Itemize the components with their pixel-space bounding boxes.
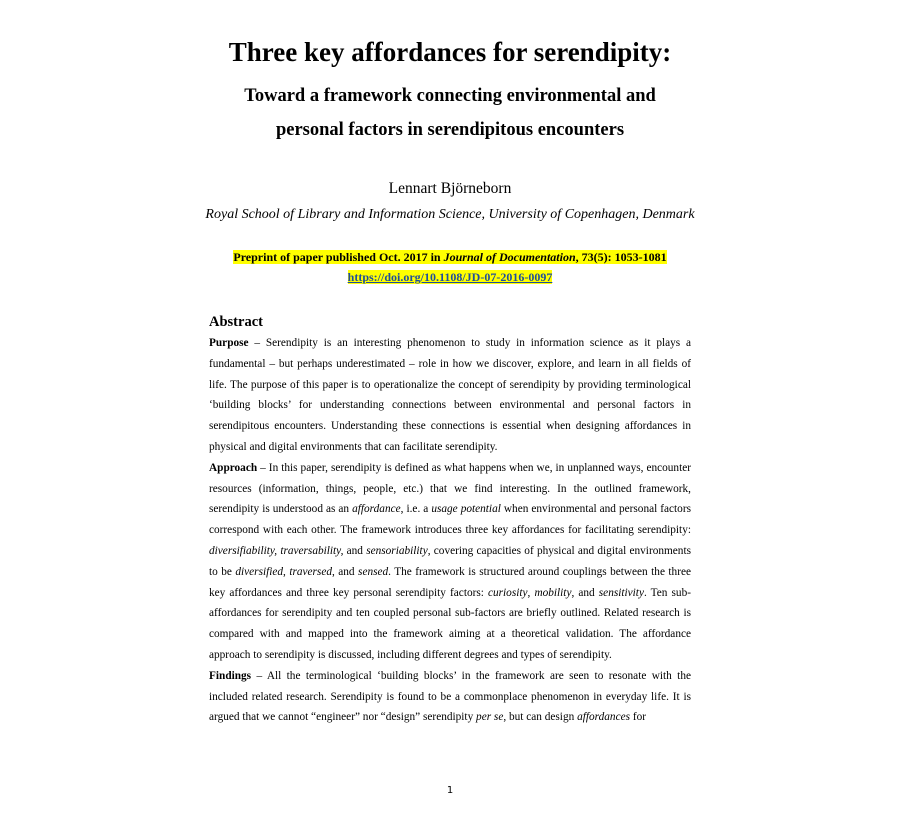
findings-text: , but can design xyxy=(503,711,578,724)
doi-highlight xyxy=(348,270,553,284)
doi-line xyxy=(0,269,900,285)
approach-label: Approach xyxy=(209,461,258,474)
preprint-suffix: , 73(5): 1053-1081 xyxy=(575,250,667,264)
author-affiliation: Royal School of Library and Information Science, University of Copenhagen, Denmark xyxy=(205,207,695,222)
approach-emphasis: traversed xyxy=(289,565,332,578)
approach-emphasis: affordance xyxy=(352,503,401,516)
preprint-notice xyxy=(0,249,900,265)
approach-emphasis: curiosity xyxy=(487,586,528,599)
approach-text: . The framework is structured around couplings between the three key affordances and three key personal serendipity factors: xyxy=(209,565,691,599)
journal-name: Journal of Documentation xyxy=(443,250,576,264)
paper-title: Three key affordances for serendipity: xyxy=(228,37,672,67)
author-name: Lennart Björneborn xyxy=(388,180,512,197)
findings-text: for xyxy=(630,711,646,724)
approach-emphasis: usage potential xyxy=(431,503,501,516)
approach-text: , and xyxy=(332,565,359,578)
findings-emphasis: affordances xyxy=(577,711,630,724)
preprint-prefix: Preprint of paper published Oct. 2017 in xyxy=(233,250,444,264)
abstract-body xyxy=(209,333,691,728)
findings-label: Findings xyxy=(209,669,252,682)
paper-subtitle-line-2: personal factors in serendipitous encounters xyxy=(275,120,625,140)
abstract-findings xyxy=(209,666,691,728)
approach-text: , i.e. a xyxy=(400,503,432,516)
approach-emphasis: sensoriability xyxy=(366,544,428,557)
preprint-highlight xyxy=(233,250,666,264)
approach-emphasis: diversified xyxy=(235,565,284,578)
doi-link[interactable]: https://doi.org/10.1108/JD-07-2016-0097 xyxy=(347,270,553,284)
approach-text: , xyxy=(283,565,290,578)
approach-text: – In this paper, serendipity is defined as what happens when we, in unplanned ways, encounter resources (information, things, people, etc.) that we find interesting. In the outlined framework, serendipity is understood as an xyxy=(209,461,691,516)
abstract-approach xyxy=(209,458,691,666)
purpose-text: – Serendipity is an interesting phenomenon to study in information science as it plays a fundamental – but perhaps underestimated – role in how we discover, explore, and learn in all fields of life. The purpose of this paper is to operationalize the concept of serendipity by providing terminological ‘building blocks’ for understanding connections between environmental and personal factors in serendipitous encounters. Understanding these connections is essential when designing affordances in physical and digital environments that can facilitate serendipity. xyxy=(209,337,691,453)
approach-text: and xyxy=(343,544,367,557)
approach-text: , and xyxy=(571,586,599,599)
approach-emphasis: sensitivity xyxy=(598,586,644,599)
approach-emphasis: mobility xyxy=(534,586,572,599)
abstract-heading: Abstract xyxy=(209,314,263,330)
approach-text: when environmental and personal factors correspond with each other. The framework introduces three key affordances for facilitating serendipity: xyxy=(209,503,691,537)
page-number: 1 xyxy=(446,785,454,796)
approach-text: . Ten sub-affordances for serendipity and ten coupled personal sub-factors are briefly outlined. Related research is compared with and mapped into the framework aiming at a theoretical validation. The affordance approach to serendipity is discussed, including different degrees and types of serendipity. xyxy=(209,586,691,661)
approach-emphasis: diversifiability, traversability, xyxy=(209,544,344,557)
purpose-label: Purpose xyxy=(209,337,249,349)
paper-subtitle-line-1: Toward a framework connecting environmental and xyxy=(244,86,656,106)
approach-text: , xyxy=(527,586,535,599)
approach-emphasis: sensed xyxy=(358,565,389,578)
abstract-purpose xyxy=(209,333,691,458)
approach-text: , covering capacities of physical and digital environments to be xyxy=(209,544,691,578)
findings-emphasis: per se xyxy=(476,711,504,724)
findings-text: – All the terminological ‘building blocks’ in the framework are seen to resonate with the included related research. Serendipity is found to be a commonplace phenomenon in everyday life. It is argued that we cannot “engineer” nor “design” serendipity xyxy=(209,669,691,724)
